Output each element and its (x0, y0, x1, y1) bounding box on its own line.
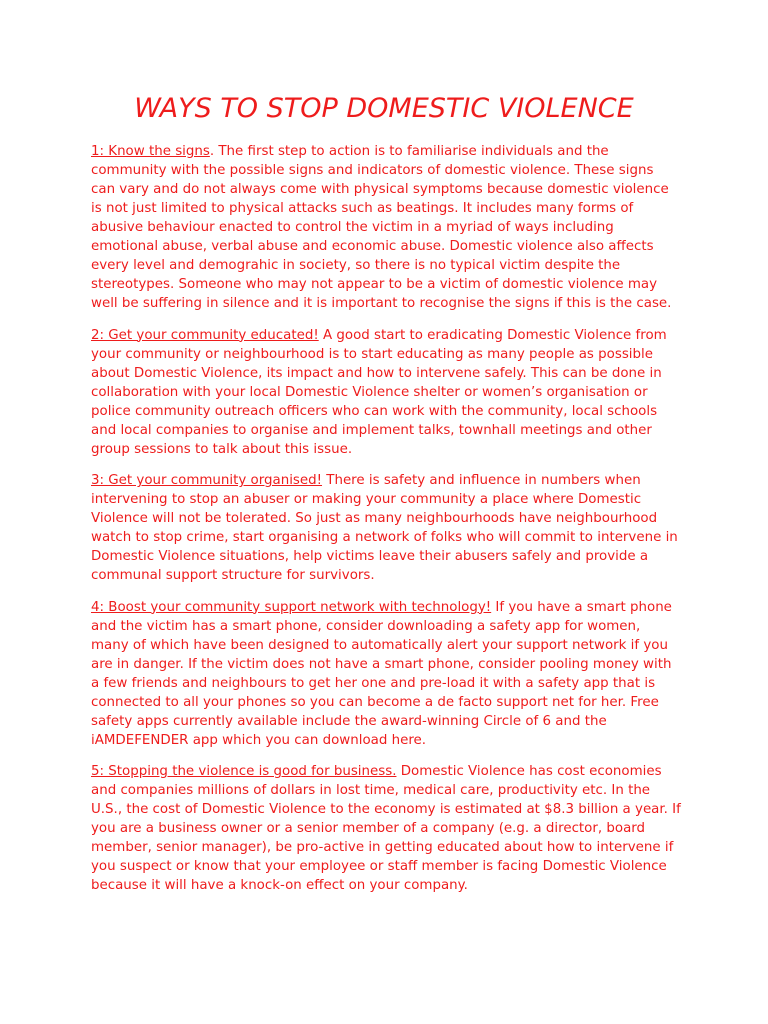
paragraph-heading: 1: Know the signs (91, 144, 210, 159)
document-body (91, 142, 681, 908)
paragraph-body: There is safety and influence in numbers when intervening to stop an abuser or making your community a place where Domestic Violence will not be tolerated. So just as many neighbourhoods have neighbourhood watch to stop crime, start organising a network of folks who will commit to intervene in Domestic Violence situations, help victims leave their abusers safely and provide a communal support structure for survivors. (91, 473, 678, 583)
paragraph-community-educated (91, 326, 681, 459)
paragraph-good-for-business (91, 762, 681, 895)
document-title: WAYS TO STOP DOMESTIC VIOLENCE (134, 93, 634, 124)
paragraph-body: . The first step to action is to familiarise individuals and the community with the possible signs and indicators of domestic violence. These signs can vary and do not always come with physical symptoms because domestic violence is not just limited to physical attacks such as beatings. It includes many forms of abusive behaviour enacted to control the victim in a myriad of ways including emotional abuse, verbal abuse and economic abuse. Domestic violence also affects every level and demograhic in society, so there is no typical victim despite the stereotypes. Someone who may not appear to be a victim of domestic violence may well be suffering in silence and it is important to recognise the signs if this is the case. (91, 144, 672, 311)
paragraph-heading: 3: Get your community organised! (91, 473, 323, 488)
paragraph-heading: 2: Get your community educated! (91, 327, 319, 343)
paragraph-community-organised (91, 471, 681, 585)
paragraph-body: If you have a smart phone and the victim has a smart phone, consider downloading a safety app for women, many of which have been designed to automatically alert your support network if you are in danger. If the victim does not have a smart phone, consider pooling money with a few friends and neighbours to get her one and pre-load it with a safety app that is connected to all your phones so you can become a de facto support net for her. Free safety apps currently available include the award-winning Circle of 6 and the iAMDEFENDER app which you can download here. (91, 599, 672, 748)
paragraph-body: Domestic Violence has cost economies and companies millions of dollars in lost time, medical care, productivity etc. In the U.S., the cost of Domestic Violence to the economy is estimated at $8.3 billion a year. If you are a business owner or a senior member of a company (e.g. a director, board member, senior manager), be pro-active in getting educated about how to intervene if you suspect or know that your employee or staff member is facing Domestic Violence because it will have a knock-on effect on your company. (91, 764, 681, 893)
paragraph-heading: 4: Boost your community support network with technology! (91, 599, 492, 615)
paragraph-body: A good start to eradicating Domestic Violence from your community or neighbourhood is to start educating as many people as possible about Domestic Violence, its impact and how to intervene safely. This can be done in collaboration with your local Domestic Violence shelter or women’s organisation or police community outreach officers who can work with the community, local schools and local companies to organise and implement talks, townhall meetings and other group sessions to talk about this issue. (91, 327, 667, 457)
paragraph-know-the-signs (91, 142, 681, 313)
paragraph-support-network-technology (91, 598, 681, 750)
paragraph-heading: 5: Stopping the violence is good for business. (91, 764, 397, 779)
